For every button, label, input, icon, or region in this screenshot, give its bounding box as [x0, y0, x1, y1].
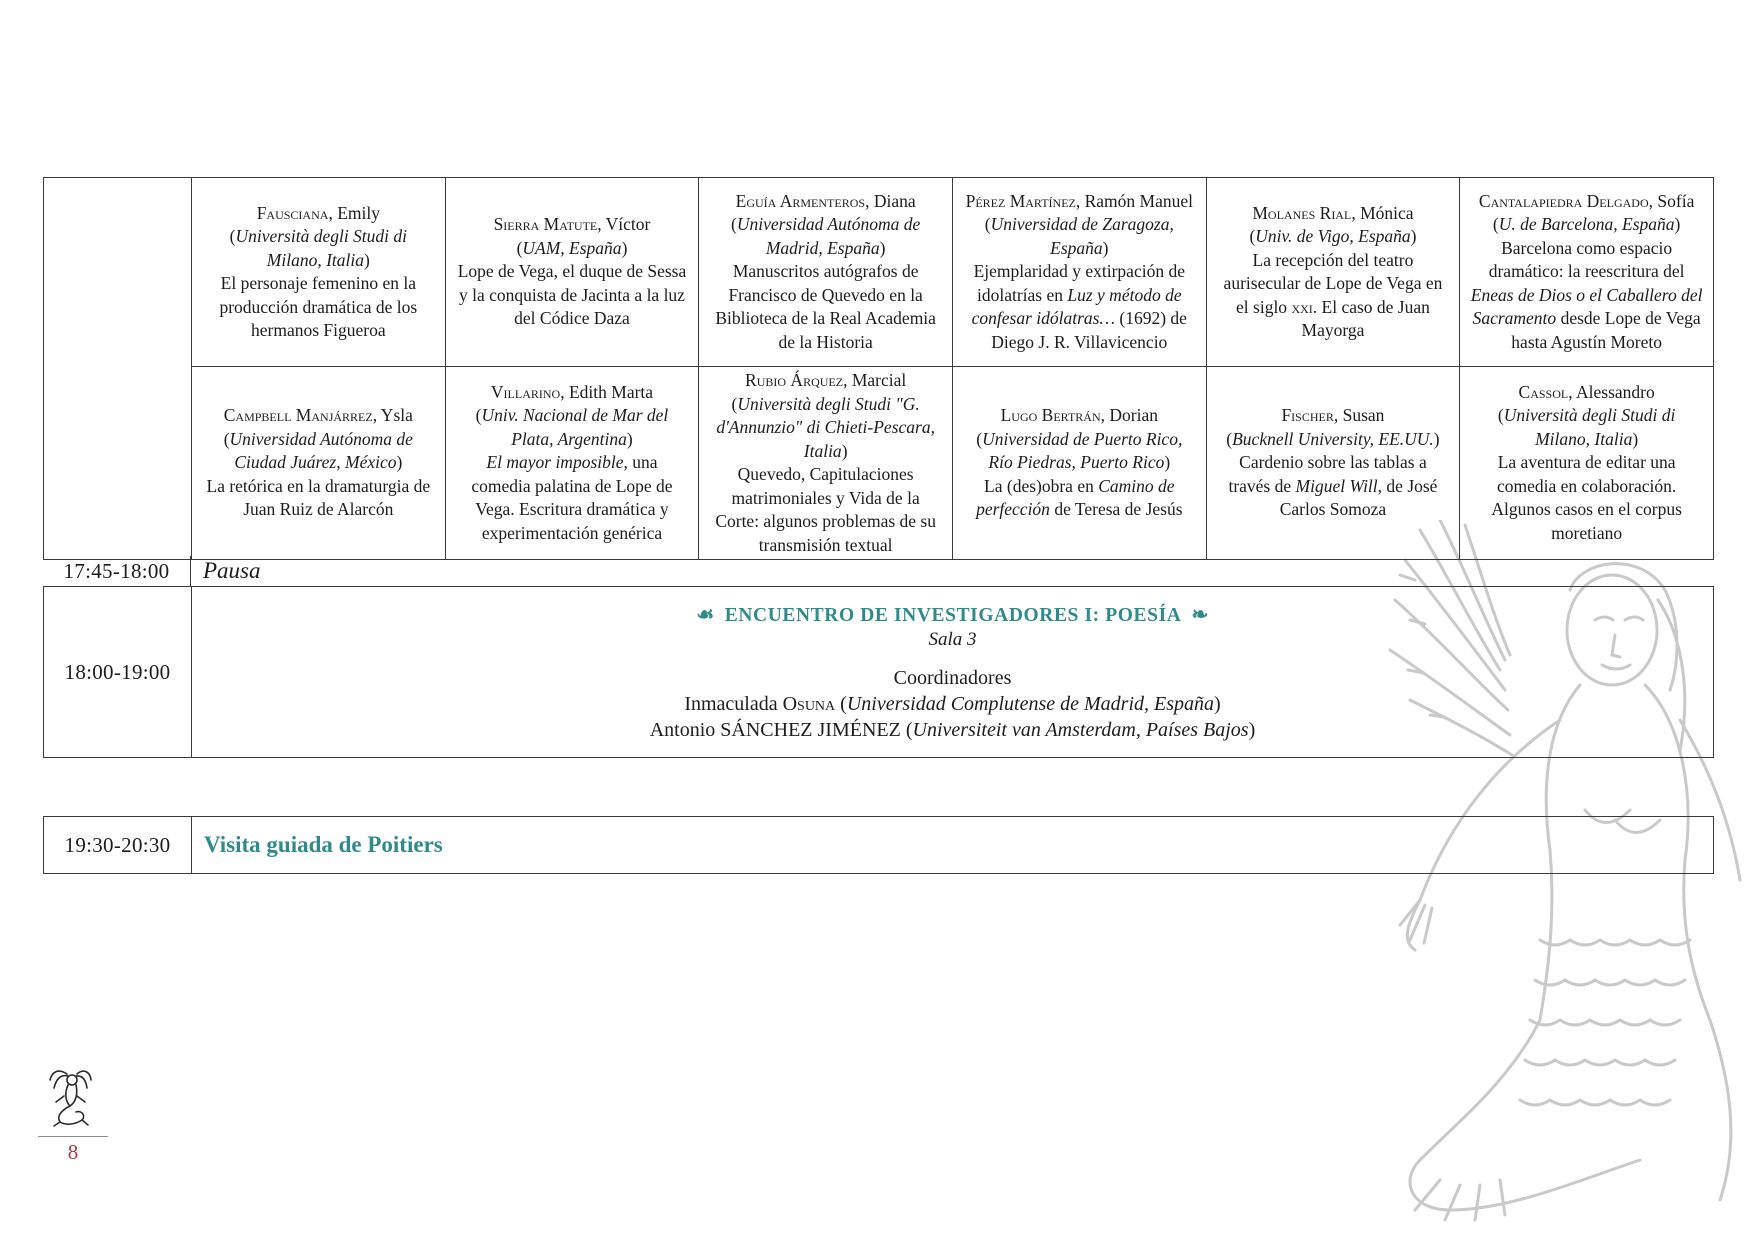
pause-time: 17:45-18:00	[63, 559, 170, 583]
talk-title: La recepción del teatro aurisecular de Lope de Vega en el siglo	[1223, 249, 1443, 317]
talk-title-italic: Camino de perfección	[976, 475, 1175, 520]
speaker-surname: Molanes Rial	[1252, 202, 1352, 223]
speaker-affiliation: Universidad Autónoma de Ciudad Juárez, México	[229, 428, 413, 473]
speaker-firstname: , Alessandro	[1568, 381, 1655, 402]
speaker-firstname: , Emily	[328, 202, 380, 223]
speaker-firstname: , Ramón Manuel	[1075, 190, 1193, 211]
speaker-affiliation: UAM, España	[522, 237, 622, 258]
speaker-affiliation: Universidad Autónoma de Madrid, España	[736, 214, 921, 258]
table-row	[44, 367, 1714, 560]
talk-title: La (des)obra en	[984, 475, 1099, 496]
speaker-surname: Villarino	[490, 381, 561, 402]
coordinator-affiliation: Universiteit van Amsterdam, Países Bajos	[912, 718, 1249, 741]
page-number: 8	[67, 1140, 79, 1164]
pause-row	[43, 556, 1714, 586]
speaker-surname: Cassol	[1518, 381, 1569, 402]
speaker-firstname: , Víctor	[597, 214, 651, 235]
speaker-affiliation: Università degli Studi "G. d'Annunzio" di Chieti-Pescara, Italia	[716, 393, 935, 461]
time-cell-empty	[44, 178, 192, 560]
talk-title-end: , una comedia palatina de Lope de Vega. Escritura dramática y experimentación genérica	[471, 452, 673, 543]
talk-title: El personaje femenino en la producción dramática de los hermanos Figueroa	[219, 273, 418, 340]
speaker-surname: Fischer	[1281, 405, 1334, 426]
speaker-cell: Lugo Bertrán, Dorian (Universidad de Puerto Rico, Río Piedras, Puerto Rico) La (des)obra en Camino de perfección de Teresa de Jesús	[952, 367, 1206, 560]
pause-divider	[190, 556, 191, 586]
table-row	[44, 817, 1714, 874]
talk-title-century: xxi	[1291, 296, 1313, 317]
talk-title-end: . El caso de Juan Mayorga	[1301, 296, 1430, 340]
speaker-cell: Cassol, Alessandro (Università degli Studi di Milano, Italia) La aventura de editar una comedia en colaboración. Algunos casos en el corpus moretiano	[1460, 367, 1714, 560]
talk-title-italic: El mayor imposible	[486, 452, 624, 473]
coordinators-label: Coordinadores	[893, 666, 1012, 689]
session-room: Sala 3	[928, 628, 977, 650]
talk-title-italic: Miguel Will	[1295, 475, 1378, 496]
coordinator: Inmaculada Osuna (Universidad Complutense de Madrid, España)	[684, 692, 1221, 715]
winged-siren-logo	[46, 1066, 94, 1128]
speaker-surname: Pérez Martínez	[965, 190, 1076, 211]
session-title	[192, 602, 1713, 627]
speaker-affiliation: Universidad de Zaragoza, España	[990, 214, 1174, 258]
coordinator-first: Antonio	[649, 718, 721, 741]
speaker-affiliation: Univ. de Vigo, España	[1255, 226, 1411, 246]
speaker-cell: Sierra Matute, Víctor (UAM, España) Lope de Vega, el duque de Sessa y la conquista de Jacinta a la luz del Códice Daza	[445, 178, 699, 367]
speaker-cell: Eguía Armenteros, Diana (Universidad Autónoma de Madrid, España) Manuscritos autógrafos de Francisco de Quevedo en la Biblioteca de la Real Academia de la Historia	[699, 178, 953, 367]
speakers-table	[43, 177, 1714, 560]
session-title-text: ENCUENTRO DE INVESTIGADORES I: POESÍA	[724, 604, 1182, 626]
session-details	[192, 587, 1714, 758]
speaker-surname: Rubio Árquez	[745, 370, 844, 390]
footer-divider	[38, 1136, 108, 1137]
table-row	[44, 587, 1714, 758]
speaker-surname: Lugo Bertrán	[1000, 405, 1101, 426]
session-time: 18:00-19:00	[44, 587, 192, 758]
speaker-cell: Fausciana, Emily (Università degli Studi di Milano, Italia) El personaje femenino en la producción dramática de los hermanos Figueroa	[192, 178, 446, 367]
speaker-firstname: , Ysla	[372, 405, 413, 426]
speaker-cell: Cantalapiedra Delgado, Sofía (U. de Barcelona, España) Barcelona como espacio dramático: la reescritura del Eneas de Dios o el Caballero del Sacramento desde Lope de Vega hasta Agustín Moreto	[1460, 178, 1714, 367]
talk-title-italic: Eneas de Dios o el Caballero del Sacramento	[1470, 284, 1703, 329]
fleuron-right-icon: ❧	[1191, 603, 1209, 626]
speaker-affiliation: U. de Barcelona, España	[1498, 214, 1675, 235]
coordinator-first: Inmaculada	[684, 692, 783, 715]
session-title: Visita guiada de Poitiers	[192, 817, 1714, 874]
speaker-affiliation: Università degli Studi di Milano, Italia	[1503, 405, 1676, 449]
talk-title: Lope de Vega, el duque de Sessa y la conquista de Jacinta a la luz del Códice Daza	[457, 261, 687, 329]
talk-title: Barcelona como espacio dramático: la reescritura del	[1488, 237, 1685, 282]
talk-title: Cardenio sobre las tablas a través de	[1228, 452, 1427, 496]
speaker-affiliation: Universidad de Puerto Rico, Río Piedras, Puerto Rico	[982, 428, 1183, 473]
speaker-cell: Rubio Árquez, Marcial (Università degli Studi "G. d'Annunzio" di Chieti-Pescara, Italia) Quevedo, Capitulaciones matrimoniales y Vida de la Corte: algunos problemas de su transmisión textual	[699, 367, 953, 560]
talk-title-end: , de José Carlos Somoza	[1279, 475, 1438, 520]
speaker-cell: Pérez Martínez, Ramón Manuel (Universidad de Zaragoza, España) Ejemplaridad y extirpación de idolatrías en Luz y método de confesar idólatras… (1692) de Diego J. R. Villavicencio	[952, 178, 1206, 367]
coordinator: Antonio SÁNCHEZ JIMÉNEZ (Universiteit van Amsterdam, Países Bajos)	[649, 718, 1256, 741]
fleuron-left-icon: ☙	[696, 603, 715, 626]
coordinator-last: SÁNCHEZ JIMÉNEZ	[720, 718, 901, 741]
speaker-firstname: , Susan	[1333, 405, 1385, 426]
speaker-cell: Villarino, Edith Marta (Univ. Nacional de Mar del Plata, Argentina) El mayor imposible, una comedia palatina de Lope de Vega. Escritura dramática y experimentación genérica	[445, 367, 699, 560]
speaker-cell: Fischer, Susan (Bucknell University, EE.UU.) Cardenio sobre las tablas a través de Miguel Will, de José Carlos Somoza	[1206, 367, 1460, 560]
speaker-surname: Eguía Armenteros	[735, 190, 866, 211]
talk-title: La retórica en la dramaturgia de Juan Ruiz de Alarcón	[206, 475, 431, 520]
speaker-surname: Fausciana	[256, 202, 329, 223]
speaker-firstname: , Sofía	[1648, 190, 1695, 211]
talk-title: La aventura de editar una comedia en colaboración. Algunos casos en el corpus moretiano	[1491, 452, 1682, 543]
speaker-surname: Campbell Manjárrez	[223, 405, 373, 426]
speaker-affiliation: Università degli Studi di Milano, Italia	[235, 226, 408, 270]
coordinators	[192, 665, 1713, 743]
speaker-firstname: , Edith Marta	[560, 381, 654, 402]
talk-title: Manuscritos autógrafos de Francisco de Quevedo en la Biblioteca de la Real Academia de la Historia	[715, 261, 936, 352]
speaker-firstname: , Marcial	[843, 370, 907, 390]
session-visita	[43, 816, 1714, 874]
speaker-affiliation: Univ. Nacional de Mar del Plata, Argentina	[481, 405, 669, 449]
session-encuentro	[43, 586, 1714, 758]
session-time: 19:30-20:30	[44, 817, 192, 874]
pause-label: Pausa	[203, 558, 261, 583]
talk-title: Ejemplaridad y extirpación de idolatrías en	[973, 261, 1185, 305]
talk-title-end: (1692) de Diego J. R. Villavicencio	[991, 308, 1187, 352]
speaker-firstname: , Mónica	[1351, 202, 1414, 223]
talk-title: Quevedo, Capitulaciones matrimoniales y Vida de la Corte: algunos problemas de su transmisión textual	[715, 464, 936, 555]
talk-title-italic: Luz y método de confesar idólatras…	[971, 284, 1182, 329]
coordinator-affiliation: Universidad Complutense de Madrid, España	[846, 692, 1215, 715]
speaker-firstname: , Dorian	[1100, 405, 1158, 426]
speaker-cell: Molanes Rial, Mónica (Univ. de Vigo, España) La recepción del teatro aurisecular de Lope de Vega en el siglo xxi. El caso de Juan Mayorga	[1206, 178, 1460, 367]
talk-title-end: desde Lope de Vega hasta Agustín Moreto	[1511, 308, 1701, 352]
speaker-surname: Sierra Matute	[493, 214, 598, 235]
speaker-affiliation: Bucknell University, EE.UU.	[1232, 428, 1434, 449]
speaker-cell: Campbell Manjárrez, Ysla (Universidad Autónoma de Ciudad Juárez, México) La retórica en la dramaturgia de Juan Ruiz de Alarcón	[192, 367, 446, 560]
speaker-surname: Cantalapiedra Delgado	[1478, 190, 1649, 211]
coordinator-last: Osuna	[782, 692, 836, 715]
speaker-firstname: , Diana	[865, 190, 916, 211]
table-row	[44, 178, 1714, 367]
talk-title-end: de Teresa de Jesús	[1049, 499, 1183, 520]
